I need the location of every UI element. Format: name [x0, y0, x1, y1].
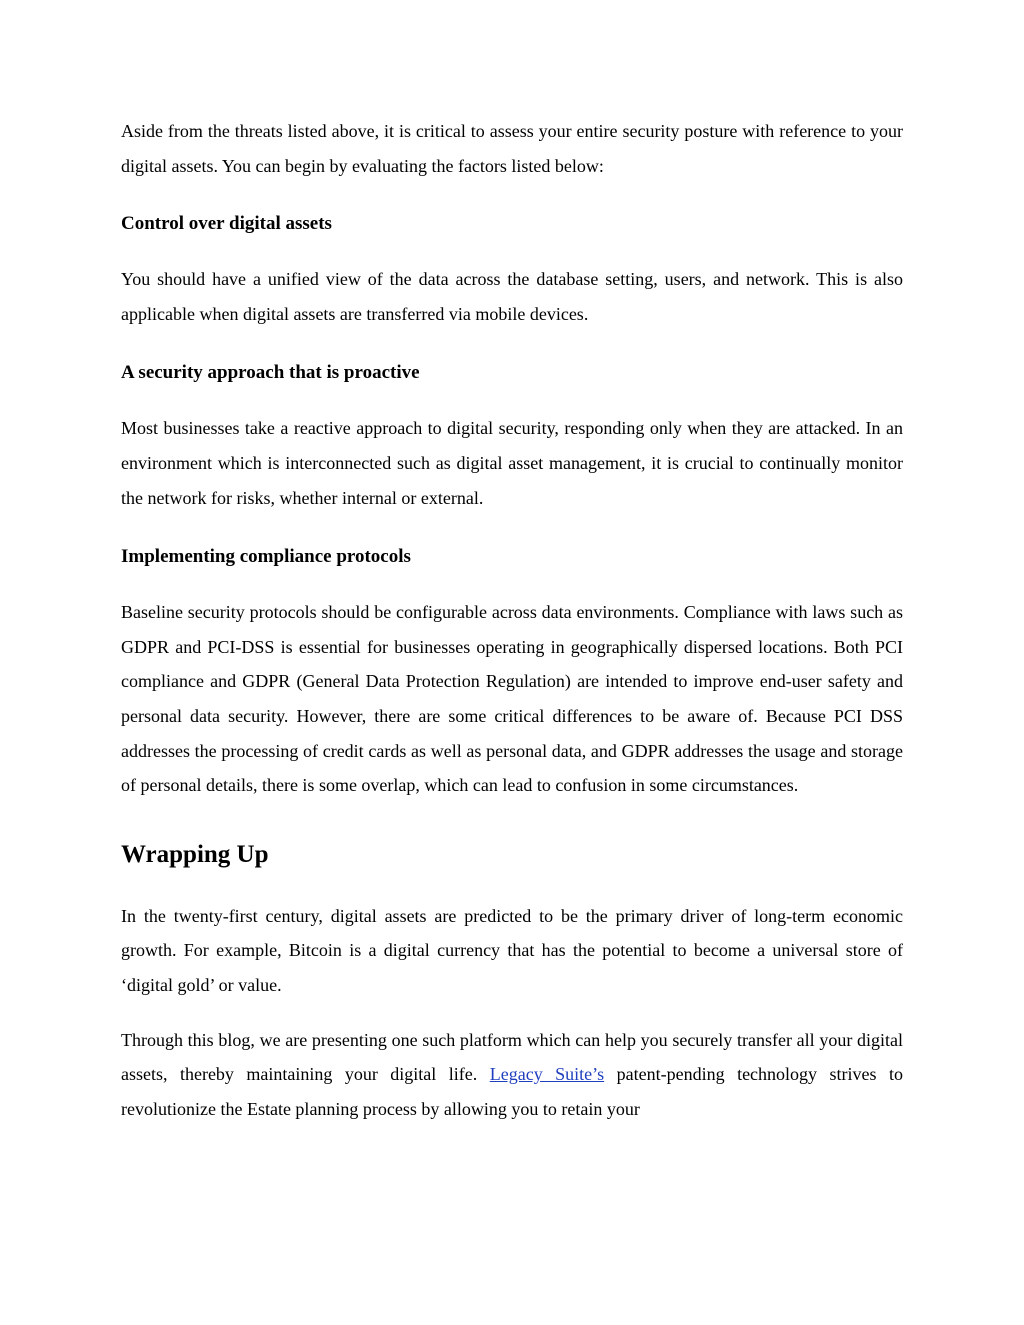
legacy-suite-link[interactable]: Legacy Suite’s — [489, 1064, 605, 1085]
heading-compliance-protocols: Implementing compliance protocols — [121, 546, 411, 568]
intro-paragraph: Aside from the threats listed above, it is critical to assess your entire security posture with reference to your digital assets. You can begin by evaluating the factors listed below: — [121, 121, 903, 176]
blog-text-before-link: Through this blog, we are presenting one such platform which can help you securely transfer all your digital assets, thereby maintaining your digital life. — [121, 1029, 903, 1085]
twenty-first-century-paragraph: In the twenty-first century, digital assets are predicted to be the primary driver of long-term economic growth. For example, Bitcoin is a digital currency that has the potential to become a universal store of ‘digital gold’ or value. — [121, 905, 903, 995]
control-paragraph: You should have a unified view of the data across the database setting, users, and network. This is also applicable when digital assets are transferred via mobile devices. — [121, 269, 903, 324]
heading-control-over-digital-assets: Control over digital assets — [121, 213, 332, 235]
heading-wrapping-up: Wrapping Up — [121, 840, 269, 868]
blog-text-after-link: patent-pending technology strives to revolutionize the Estate planning process by allowing you to retain your — [121, 1064, 903, 1119]
heading-proactive-security: A security approach that is proactive — [121, 362, 420, 384]
compliance-paragraph: Baseline security protocols should be configurable across data environments. Compliance with laws such as GDPR and PCI-DSS is essential for businesses operating in geographically dispersed locations. Both PCI compliance and GDPR (General Data Protection Regulation) are intended to improve end-user safety and personal data security. However, there are some critical differences to be aware of. Because PCI DSS addresses the processing of credit cards as well as personal data, and GDPR addresses the usage and storage of personal details, there is some overlap, which can lead to confusion in some circumstances. — [121, 602, 903, 796]
blog-paragraph — [121, 1023, 903, 1127]
document-page — [121, 114, 903, 1126]
proactive-paragraph: Most businesses take a reactive approach to digital security, responding only when they are attacked. In an environment which is interconnected such as digital asset management, it is crucial to continually monitor the network for risks, whether internal or external. — [121, 418, 903, 508]
